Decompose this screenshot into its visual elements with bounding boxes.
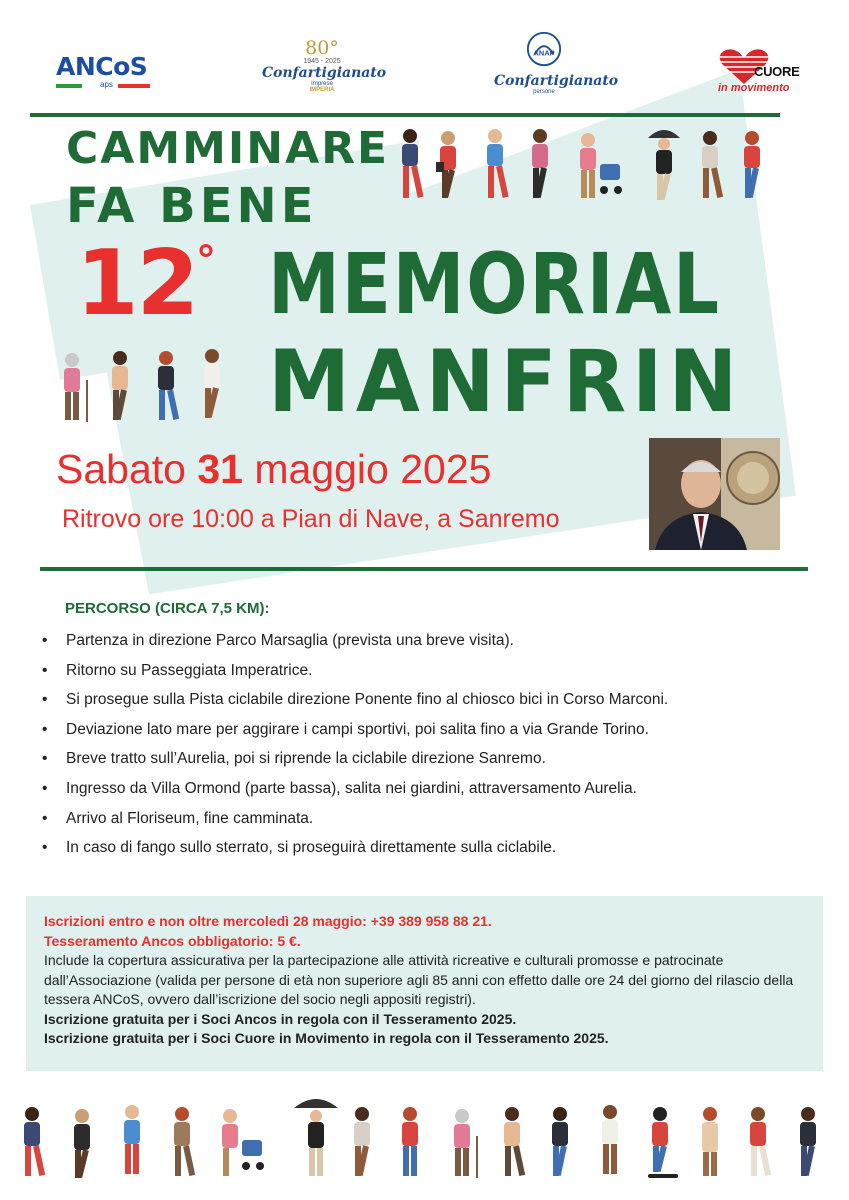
- conf80-name: Confartigianato: [262, 65, 387, 81]
- walking-people-illustration-top: [388, 126, 788, 216]
- registration-deadline: Iscrizioni entro e non oltre mercoledì 28 maggio: +39 389 958 88 21.: [44, 913, 492, 929]
- event-date: [56, 446, 491, 493]
- manfrin-portrait-photo: [649, 438, 780, 550]
- walker-figure: [402, 129, 424, 198]
- walker-figure: [454, 1109, 478, 1178]
- list-item: • In caso di fango sullo sterrato, si proseguirà direttamente sulla ciclabile.: [40, 833, 820, 863]
- walker-figure: [580, 133, 622, 198]
- list-item: • Ingresso da Villa Ormond (parte bassa), salita nei giardini, attraversamento Aurelia.: [40, 774, 820, 804]
- title-manfrin: MANFRIN: [268, 332, 744, 432]
- walker-figure: [222, 1109, 264, 1176]
- event-day: Sabato: [56, 446, 186, 492]
- percorso-list: [40, 626, 820, 863]
- walker-figure: [124, 1105, 140, 1174]
- svg-text:ANAP: ANAP: [533, 48, 555, 58]
- title-camminare: CAMMINARE: [66, 123, 390, 174]
- walker-figure: [702, 1107, 718, 1176]
- membership-fee: Tesseramento Ancos obbligatorio: 5 €.: [44, 932, 301, 949]
- anap-sub: persone: [533, 89, 555, 95]
- confartigianato-80-logo: [262, 37, 387, 106]
- title-fa-bene: FA BENE: [66, 178, 318, 234]
- walker-figure: [602, 1105, 618, 1174]
- cuore-word: CUORE: [754, 64, 800, 79]
- walker-figure: [64, 353, 88, 422]
- walker-figure: [532, 129, 548, 198]
- ancos-logo: [56, 52, 156, 92]
- cuore-sub: in movimento: [718, 82, 790, 94]
- walker-figure: [750, 1107, 771, 1176]
- walker-figure: [702, 131, 723, 198]
- free-registration-ancos: Iscrizione gratuita per i Soci Ancos in regola con il Tesseramento 2025.: [44, 1010, 517, 1027]
- walker-figure: [112, 351, 128, 420]
- ancos-logo-text: ANCoS: [56, 52, 148, 81]
- walking-people-illustration-middle: [56, 344, 246, 428]
- title-memorial: MEMORIAL: [268, 235, 721, 333]
- walker-figure: [487, 129, 509, 198]
- walker-figure: [74, 1109, 90, 1178]
- conf80-imperia: IMPERIA: [309, 87, 335, 93]
- list-item: • Arrivo al Floriseum, fine camminata.: [40, 804, 820, 834]
- ancos-green-bar: [56, 84, 82, 88]
- anap-circle-icon: [525, 30, 563, 68]
- registration-info-box: [26, 896, 823, 1071]
- event-month-year: maggio 2025: [254, 446, 492, 492]
- walker-figure: [744, 131, 760, 198]
- list-item: • Deviazione lato mare per aggirare i campi sportivi, poi salita fino a via Grande Torino.: [40, 715, 820, 745]
- walker-figure: [504, 1107, 525, 1176]
- walker-figure: [158, 351, 179, 420]
- conf80-number: 80°: [305, 37, 339, 59]
- list-item: • Breve tratto sull’Aurelia, poi si riprende la ciclabile direzione Sanremo.: [40, 744, 820, 774]
- ancos-aps-text: aps: [100, 80, 113, 89]
- ancos-red-bar: [118, 84, 150, 88]
- walker-figure: [402, 1107, 418, 1176]
- meeting-info: Ritrovo ore 10:00 a Pian di Nave, a Sanremo: [62, 505, 560, 533]
- top-divider: [30, 113, 780, 117]
- walker-figure: [174, 1107, 195, 1176]
- conf80-sub: Imprese: [311, 81, 333, 87]
- walker-figure: [552, 1107, 568, 1176]
- event-day-number: 31: [197, 446, 243, 492]
- walker-figure: [204, 349, 220, 418]
- insurance-note: Include la copertura assicurativa per la partecipazione alle attività ricreative e culturali promosse e patrocinate dall’Associazione (valida per persone di età non superiore agli 85 anni con effetto dalle ore 24 del giorno del rilascio della tessera ANCoS, ovvero dall’iscrizione del socio negli appositi registri).: [44, 952, 794, 1007]
- percorso-title: PERCORSO (CIRCA 7,5 KM):: [65, 600, 270, 617]
- walker-figure: [648, 130, 680, 200]
- middle-divider: [40, 567, 808, 571]
- title-degree-sign: °: [196, 238, 216, 284]
- list-item: • Partenza in direzione Parco Marsaglia (prevista una breve visita).: [40, 626, 820, 656]
- list-item: • Ritorno su Passeggiata Imperatrice.: [40, 656, 820, 686]
- title-edition-number: 12: [76, 231, 198, 336]
- conf80-years: 1945 - 2025: [303, 58, 341, 65]
- anap-logo: [494, 30, 619, 102]
- anap-name: Confartigianato: [494, 73, 619, 89]
- walking-people-illustration-bottom: [14, 1094, 840, 1190]
- walker-figure: [294, 1099, 338, 1176]
- list-item: • Si prosegue sulla Pista ciclabile direzione Ponente fino al chiosco bici in Corso Marconi.: [40, 685, 820, 715]
- walker-figure: [24, 1107, 45, 1176]
- walker-figure: [648, 1107, 678, 1178]
- free-registration-cuore: Iscrizione gratuita per i Soci Cuore in Movimento in regola con il Tesseramento 2025.: [44, 1030, 609, 1046]
- cuore-in-movimento-logo: [716, 48, 806, 98]
- walker-figure: [800, 1107, 816, 1176]
- walker-figure: [436, 131, 456, 198]
- walker-figure: [354, 1107, 370, 1176]
